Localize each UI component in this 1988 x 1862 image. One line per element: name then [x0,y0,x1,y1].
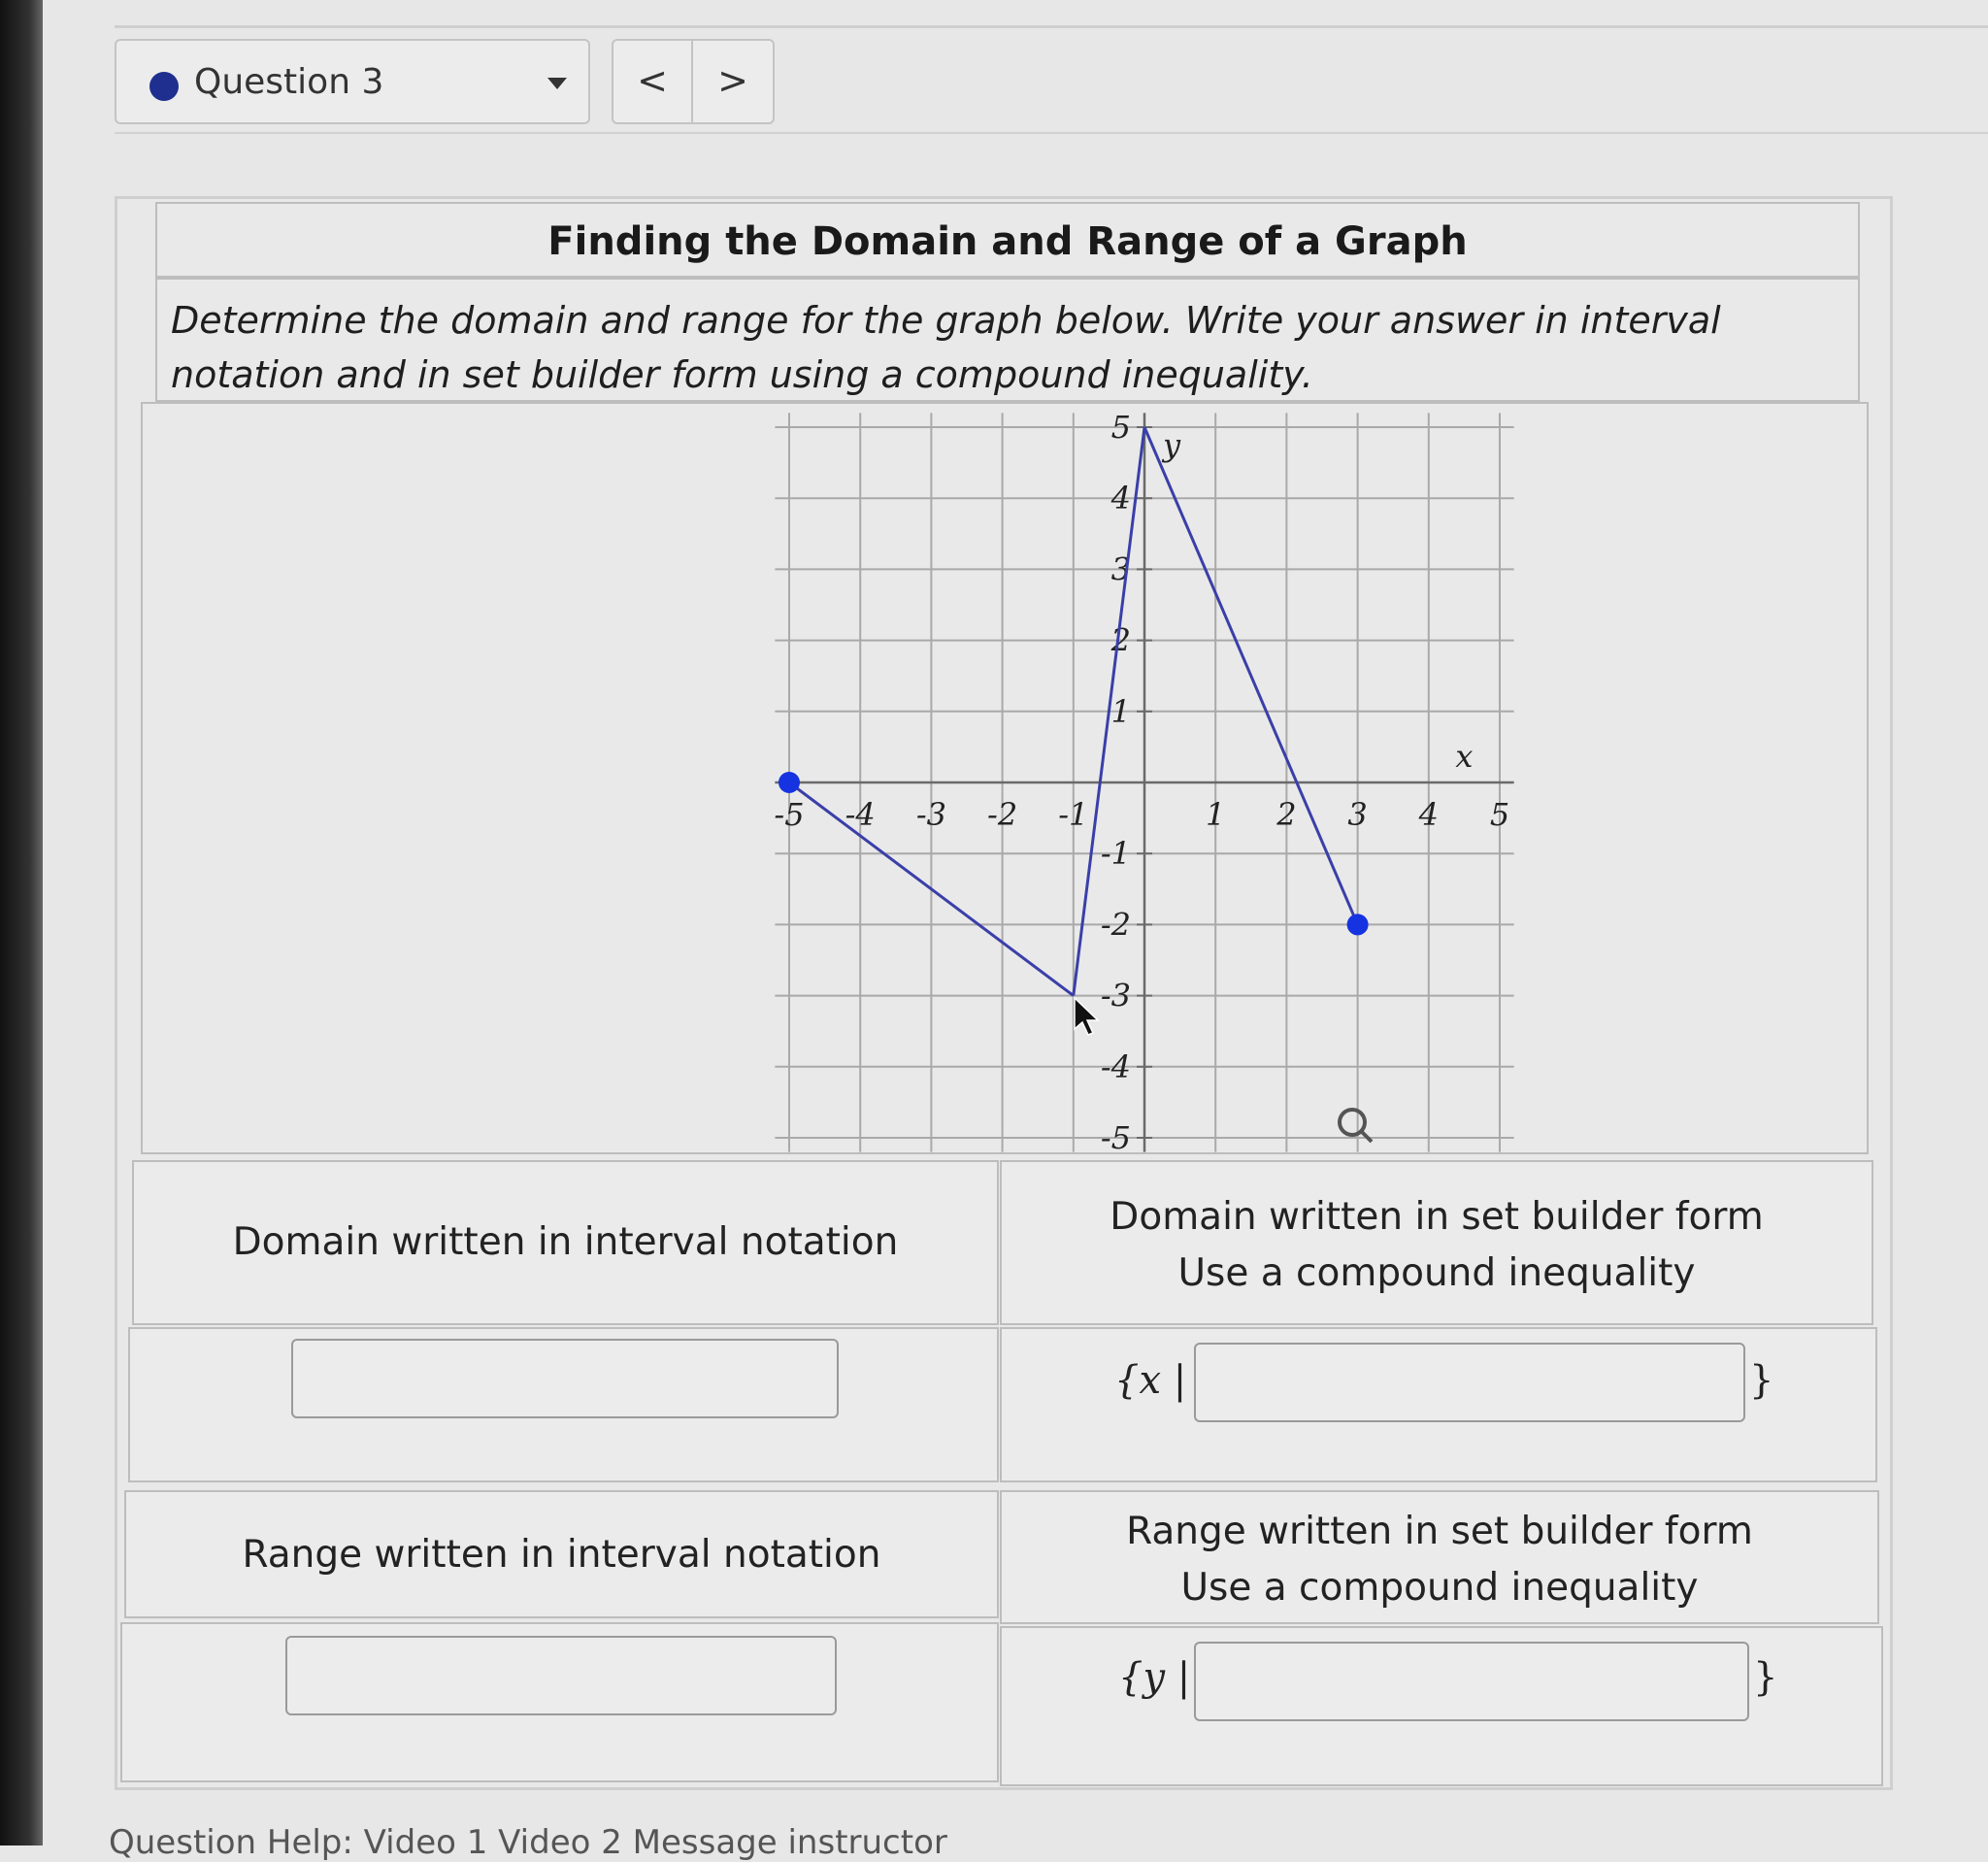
range-set-prefix: {y | [1118,1655,1191,1700]
range-interval-input[interactable] [285,1636,837,1715]
mouse-cursor-icon [1075,998,1098,1035]
axes [775,413,1513,1151]
chevron-left-icon: < [637,59,668,102]
domain-interval-input-cell [128,1327,999,1482]
problem-title: Finding the Domain and Range of a Graph [547,219,1468,264]
caret-down-icon [547,78,567,89]
y-tick-label: -4 [1100,1047,1131,1085]
y-tick-label: 5 [1110,409,1131,446]
domain-interval-label: Domain written in interval notation [232,1220,899,1264]
range-set-input[interactable] [1194,1642,1749,1721]
domain-set-prefix: {x | [1114,1358,1187,1403]
graph-endpoint [779,772,800,793]
chevron-right-icon: > [717,59,748,102]
header-divider [115,132,1988,134]
y-axis-label: y [1162,426,1181,464]
x-tick-label: -1 [1058,796,1089,833]
x-tick-label: -3 [915,796,946,833]
graph-segment [1144,427,1358,924]
range-set-label-line2: Use a compound inequality [1180,1566,1699,1610]
domain-set-close-brace: } [1749,1358,1774,1403]
domain-interval-label-cell [132,1160,999,1325]
x-tick-label: -5 [774,796,805,833]
graph-cell [141,402,1869,1154]
y-tick-label: -1 [1100,835,1131,873]
range-set-close-brace: } [1753,1655,1778,1700]
range-set-label-cell [1000,1490,1879,1624]
question-selector[interactable] [115,39,590,124]
question-label: Question 3 [194,62,384,102]
x-tick-label: -2 [987,796,1018,833]
y-tick-label: -2 [1100,906,1131,944]
next-question-button[interactable] [693,39,775,124]
domain-set-label-cell [1000,1160,1873,1325]
y-tick-label: -3 [1100,977,1131,1014]
range-set-label-line1: Range written in set builder form [1126,1510,1753,1553]
range-set-input-cell [1000,1626,1883,1786]
question-help-footer[interactable]: Question Help: Video 1 Video 2 Message instructor [109,1823,947,1862]
instructions-row [155,278,1860,402]
x-tick-label: -4 [845,796,876,833]
x-tick-label: 1 [1206,796,1226,833]
y-tick-label: 1 [1110,692,1131,730]
y-tick-label: 4 [1110,480,1131,517]
range-interval-label-cell [124,1490,999,1618]
y-tick-label: -5 [1100,1119,1131,1156]
x-tick-label: 3 [1347,796,1368,833]
domain-set-input-cell [1000,1327,1877,1482]
y-tick-label: 3 [1110,550,1131,588]
range-interval-input-cell [120,1622,999,1782]
screen-edge [0,0,43,1845]
y-tick-label: 2 [1110,621,1131,659]
x-tick-label: 4 [1418,796,1439,833]
question-status-dot [149,72,179,101]
domain-set-label-line1: Domain written in set builder form [1110,1195,1764,1239]
x-tick-label: 2 [1276,796,1297,833]
domain-set-input[interactable] [1194,1343,1745,1422]
x-axis-label: x [1455,738,1474,775]
previous-question-button[interactable] [612,39,693,124]
top-divider [115,25,1988,28]
range-interval-label: Range written in interval notation [242,1533,881,1577]
problem-title-row [155,202,1860,278]
graph-endpoint [1347,914,1369,935]
instructions-text: Determine the domain and range for the graph below. Write your answer in interval notation and in set builder form using a compound inequality. [171,299,1721,396]
x-tick-label: 5 [1489,796,1510,833]
coordinate-graph [143,404,1871,1156]
domain-interval-input[interactable] [291,1339,839,1418]
domain-set-label-line2: Use a compound inequality [1177,1251,1696,1295]
